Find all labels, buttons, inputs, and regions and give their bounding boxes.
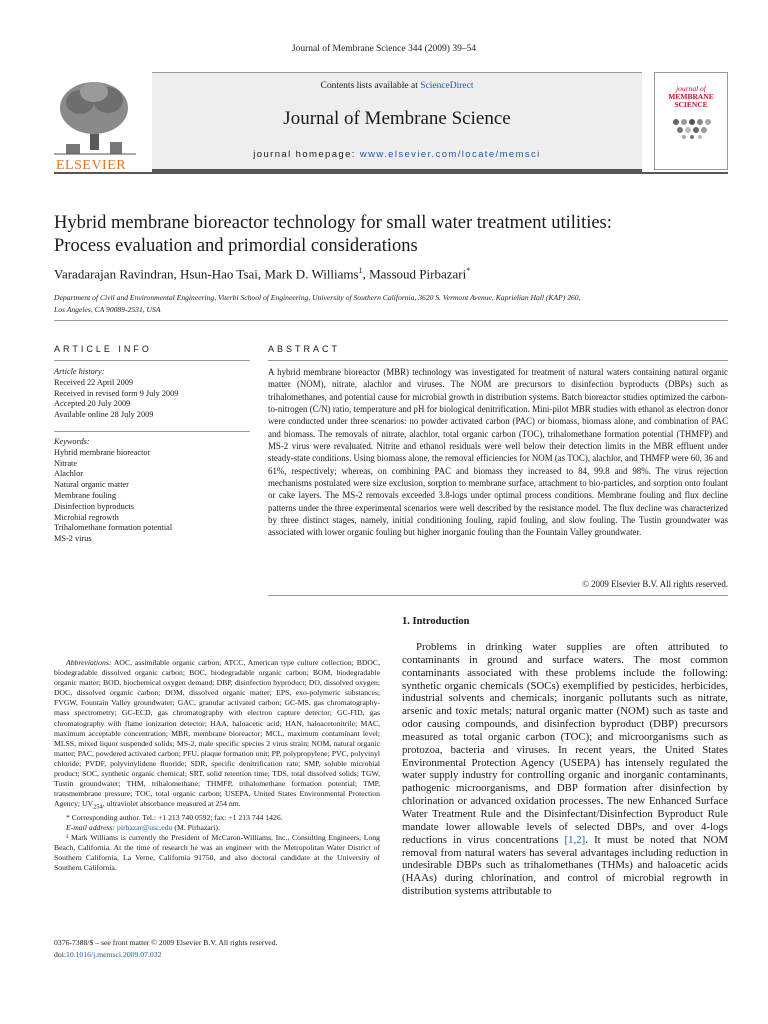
cover-title-line: journal of — [676, 84, 706, 93]
authors-text: , Massoud Pirbazari — [362, 266, 467, 282]
sciencedirect-link[interactable]: ScienceDirect — [420, 81, 474, 91]
abbreviations-text: AOC, assimilable organic carbon; ATCC, American type culture collection; BDOC, biodegradable dissolved organic carbon; BOC, biodegradable organic carbon; BOM, biodegradable organic matter; BOD, biochemical oxygen demand; DBP, disinfection byproduct; DO, dissolved oxygen; DOC, dissolved organic carbon; DOM, dissolved organic matter; EPS, exo-polymeric substances; FVGW, Fountain Valley groundwater; GAC, granular activated carbon; GC-MS, gas chromatography-mass spectrometry; GC-ECD, gas chromatography with electron capture detector; GC-FID, gas chromatography with flame ionization detector; HAA, haloacetic acid; HAN, haloacetonitrile; MAC, maximum acceptable concentration; MBR, membrane bioreactor; MCL, maximum contaminant level; MLSS, mixed liquor suspended solids; MS-2, male specific species 2 virus strain; NOM, natural organic matter; PAC, powdered activated carbon; PFU, plaque formation unit; PP, polypropylene; PVC, polyvinyl chloride; PVDF, polyvinylidene fluoride; SDR, specific denitrification rate; SMP, soluble microbial product; SOC, synthetic organic chemical; SRT, solid retention time; TDS, total dissolved solids; TGW, Tustin groundwater; THM, trihalomethane; THMFP, trihalomethane formation potential; TMP, transmembrane pressure; TOC, total organic carbon; USEPA, United States Environmental Protection Agency; UV — [54, 658, 380, 809]
keyword: MS-2 virus — [54, 534, 92, 544]
article-title-line: Hybrid membrane bioreactor technology for small water treatment utilities: — [54, 213, 612, 233]
email-link[interactable]: pirbazar@usc.edu — [116, 823, 173, 833]
email-owner: (M. Pirbazari). — [172, 823, 220, 833]
history-label: Article history: — [54, 367, 105, 376]
divider — [54, 431, 250, 432]
authors-text: Varadarajan Ravindran, Hsun-Hao Tsai, Mark D. Williams — [54, 266, 359, 282]
homepage-prefix: journal homepage: — [253, 149, 360, 160]
keywords-label: Keywords: — [54, 437, 90, 446]
doi-label: doi: — [54, 950, 66, 959]
abbreviations-label: Abbreviations: — [66, 658, 112, 667]
affiliation — [54, 292, 734, 316]
introduction-paragraph — [402, 641, 728, 898]
keyword: Membrane fouling — [54, 490, 116, 500]
homepage-link[interactable]: www.elsevier.com/locate/memsci — [359, 149, 541, 160]
keyword: Nitrate — [54, 458, 78, 468]
issn-line: 0376-7388/$ – see front matter © 2009 Elsevier B.V. All rights reserved. — [54, 938, 278, 947]
cover-graphic — [671, 117, 711, 139]
history-item: Received in revised form 9 July 2009 — [54, 388, 179, 398]
footnotes — [54, 658, 380, 874]
keywords — [54, 437, 250, 545]
abbreviations-subscript: 254 — [93, 803, 103, 811]
journal-title: Journal of Membrane Science — [283, 108, 511, 129]
keyword: Natural organic matter — [54, 480, 129, 490]
divider — [268, 595, 728, 596]
elsevier-tree-logo — [54, 78, 136, 173]
doi-link[interactable]: 10.1016/j.memsci.2009.07.032 — [65, 950, 162, 959]
divider — [54, 360, 250, 361]
journal-reference: Journal of Membrane Science 344 (2009) 39–54 — [291, 44, 477, 54]
corresponding-author-mark[interactable]: * — [466, 266, 471, 275]
contents-line — [152, 81, 642, 91]
contents-prefix: Contents lists available at — [320, 81, 421, 91]
journal-homepage — [152, 149, 642, 160]
keyword: Hybrid membrane bioreactor — [54, 447, 151, 457]
masthead — [54, 72, 728, 173]
cover-title-line: MEMBRANE — [668, 92, 714, 101]
journal-header-box — [152, 72, 642, 172]
article-title — [54, 212, 734, 258]
affiliation-line: Department of Civil and Environmental Engineering, Viterbi School of Engineering, University of Southern California, 3620 S. Vermont Avenue, Kaprielian Hall (KAP) 260, — [54, 293, 581, 302]
keyword: Alachlor — [54, 469, 84, 479]
introduction-text: Problems in drinking water supplies are often attributed to contaminants in ground and surface waters. The most common contaminants associated with these problems include the following: synthetic organic chemicals (SOCs) exemplified by pesticides, herbicides, industrial solvents and chemicals; inorganic pollutants such as nitrate, arsenic and toxic metals; natural organic matter (NOM) such as taste and odor causing compounds, and disinfection byproduct (DBP) precursors measured as total organic carbon (TOC); and microorganisms such as protozoa, bacteria and viruses. In recent years, the United States Environmental Protection Agency (USEPA) has intensely regulated the water supply industry for controlling organic and inorganic contaminants, pathogenic microorganisms, and DBP formation after disinfection by chlorination or advanced oxidation processes. The new Enhanced Surface Water Treatment Rule and the Disinfectant/Disinfection Byproduct Rule mandate lower allowable levels of selected DBPs, and over 4-logs reductions in virus concentrations — [402, 641, 728, 846]
history-item: Accepted 20 July 2009 — [54, 399, 131, 409]
keyword: Disinfection byproducts — [54, 501, 134, 511]
cover-title — [659, 85, 723, 109]
history-item: Available online 28 July 2009 — [54, 410, 154, 420]
divider — [268, 360, 728, 361]
front-matter-footer — [54, 937, 380, 961]
introduction-body — [402, 641, 728, 898]
article-history — [54, 367, 250, 421]
corresponding-author-note: * Corresponding author. Tel.: +1 213 740 0592; fax: +1 213 744 1426. — [66, 812, 283, 822]
affiliation-line: Los Angeles, CA 90089-2531, USA — [54, 305, 161, 314]
author-list — [54, 266, 734, 282]
abbreviations-text: , ultraviolet absorbance measured at 254 nm. — [102, 799, 241, 809]
journal-cover-thumbnail — [654, 72, 728, 170]
introduction-text: . It must be noted that NOM removal from natural waters has several advantages including reduction in undesirable DBPs such as trihalomethanes (THMs) and haloacetic acids (HAAs) during chlorination, and control of microbial regrowth in distribution systems attributable to — [402, 833, 728, 898]
keyword: Trihalomethane formation potential — [54, 523, 173, 533]
author-note: ¹ Mark Williams is currently the President of McCaron-Williams, Inc., Consulting Engineers, Long Beach, California. At the time of research he was an engineer with the Metropolitan Water District of Southern California, La Verne, California 91750, and also doctoral candidate at the University of Southern California. — [54, 833, 380, 873]
article-info-heading: ARTICLE INFO — [54, 344, 152, 354]
email-note — [54, 823, 380, 833]
abstract-copyright: © 2009 Elsevier B.V. All rights reserved. — [582, 579, 728, 589]
history-item: Received 22 April 2009 — [54, 377, 134, 387]
abbreviations-footnote — [54, 658, 380, 813]
masthead-divider — [54, 172, 728, 174]
doi-line — [54, 949, 380, 961]
introduction-heading: 1. Introduction — [402, 616, 470, 627]
article-title-line: Process evaluation and primordial considerations — [54, 236, 418, 256]
abstract-heading: ABSTRACT — [268, 344, 341, 354]
author-footnote-mark[interactable]: 1 — [358, 266, 363, 275]
header-divider — [54, 320, 728, 321]
email-label: E-mail address: — [66, 823, 116, 833]
elsevier-wordmark: ELSEVIER — [56, 158, 127, 173]
abstract-text: A hybrid membrane bioreactor (MBR) technology was investigated for treatment of natural waters containing natural organic matter (NOM), nitrate, alachlor and viruses. The NOM are precursors to disinfection byproducts (DBPs) such as trihalomethanes, and potential cause for microbial growth in distribution systems. Batch bioreactor studies optimized the carbon-to-nitrogen (C/N) ratio, temperature and pH for biological denitrification. Mini-pilot MBR studies with ethanol as electron donor were conducted under three scenarios: no powder activated carbon (PAC) or biomass, biomass alone, and combination of PAC and biomass. The removals of nitrate, alachlor, total organic carbon (TOC), trihalomethane formation potential (THMFP) and MS-2 virus were revaluated. Nitrite and ethanol residuals were well below their detection limits in the MBR effluent under steady-state conditions. Using biomass alone, the removal efficiencies for NOM (as TOC), alachlor, and THMFP were 60, 36 and 61%, respectively; whereas, on combining PAC and biomass they increased to 84, 99.8 and 98%. The virus rejection mechanisms postulated were size exclusion, sorption to membrane surface, attachment to bio-particles, and sorption onto foulant or cake layers. The MS-2 removals exceeded 3.8-logs under optimal process conditions. Membrane fouling and flux decline patterns under the three experimental scenarios were well described by the resistance model. The flux decline was characterized by three distinct stages, namely, initial conditioning fouling, rapid fouling, and slow fouling. The Tustin groundwater was associated with lower organic fouling but higher inorganic fouling than the Fountain Valley groundwater. — [268, 367, 728, 538]
keyword: Microbial regrowth — [54, 512, 119, 522]
citation-link[interactable]: [1,2] — [564, 833, 586, 846]
cover-title-line: SCIENCE — [674, 100, 708, 109]
